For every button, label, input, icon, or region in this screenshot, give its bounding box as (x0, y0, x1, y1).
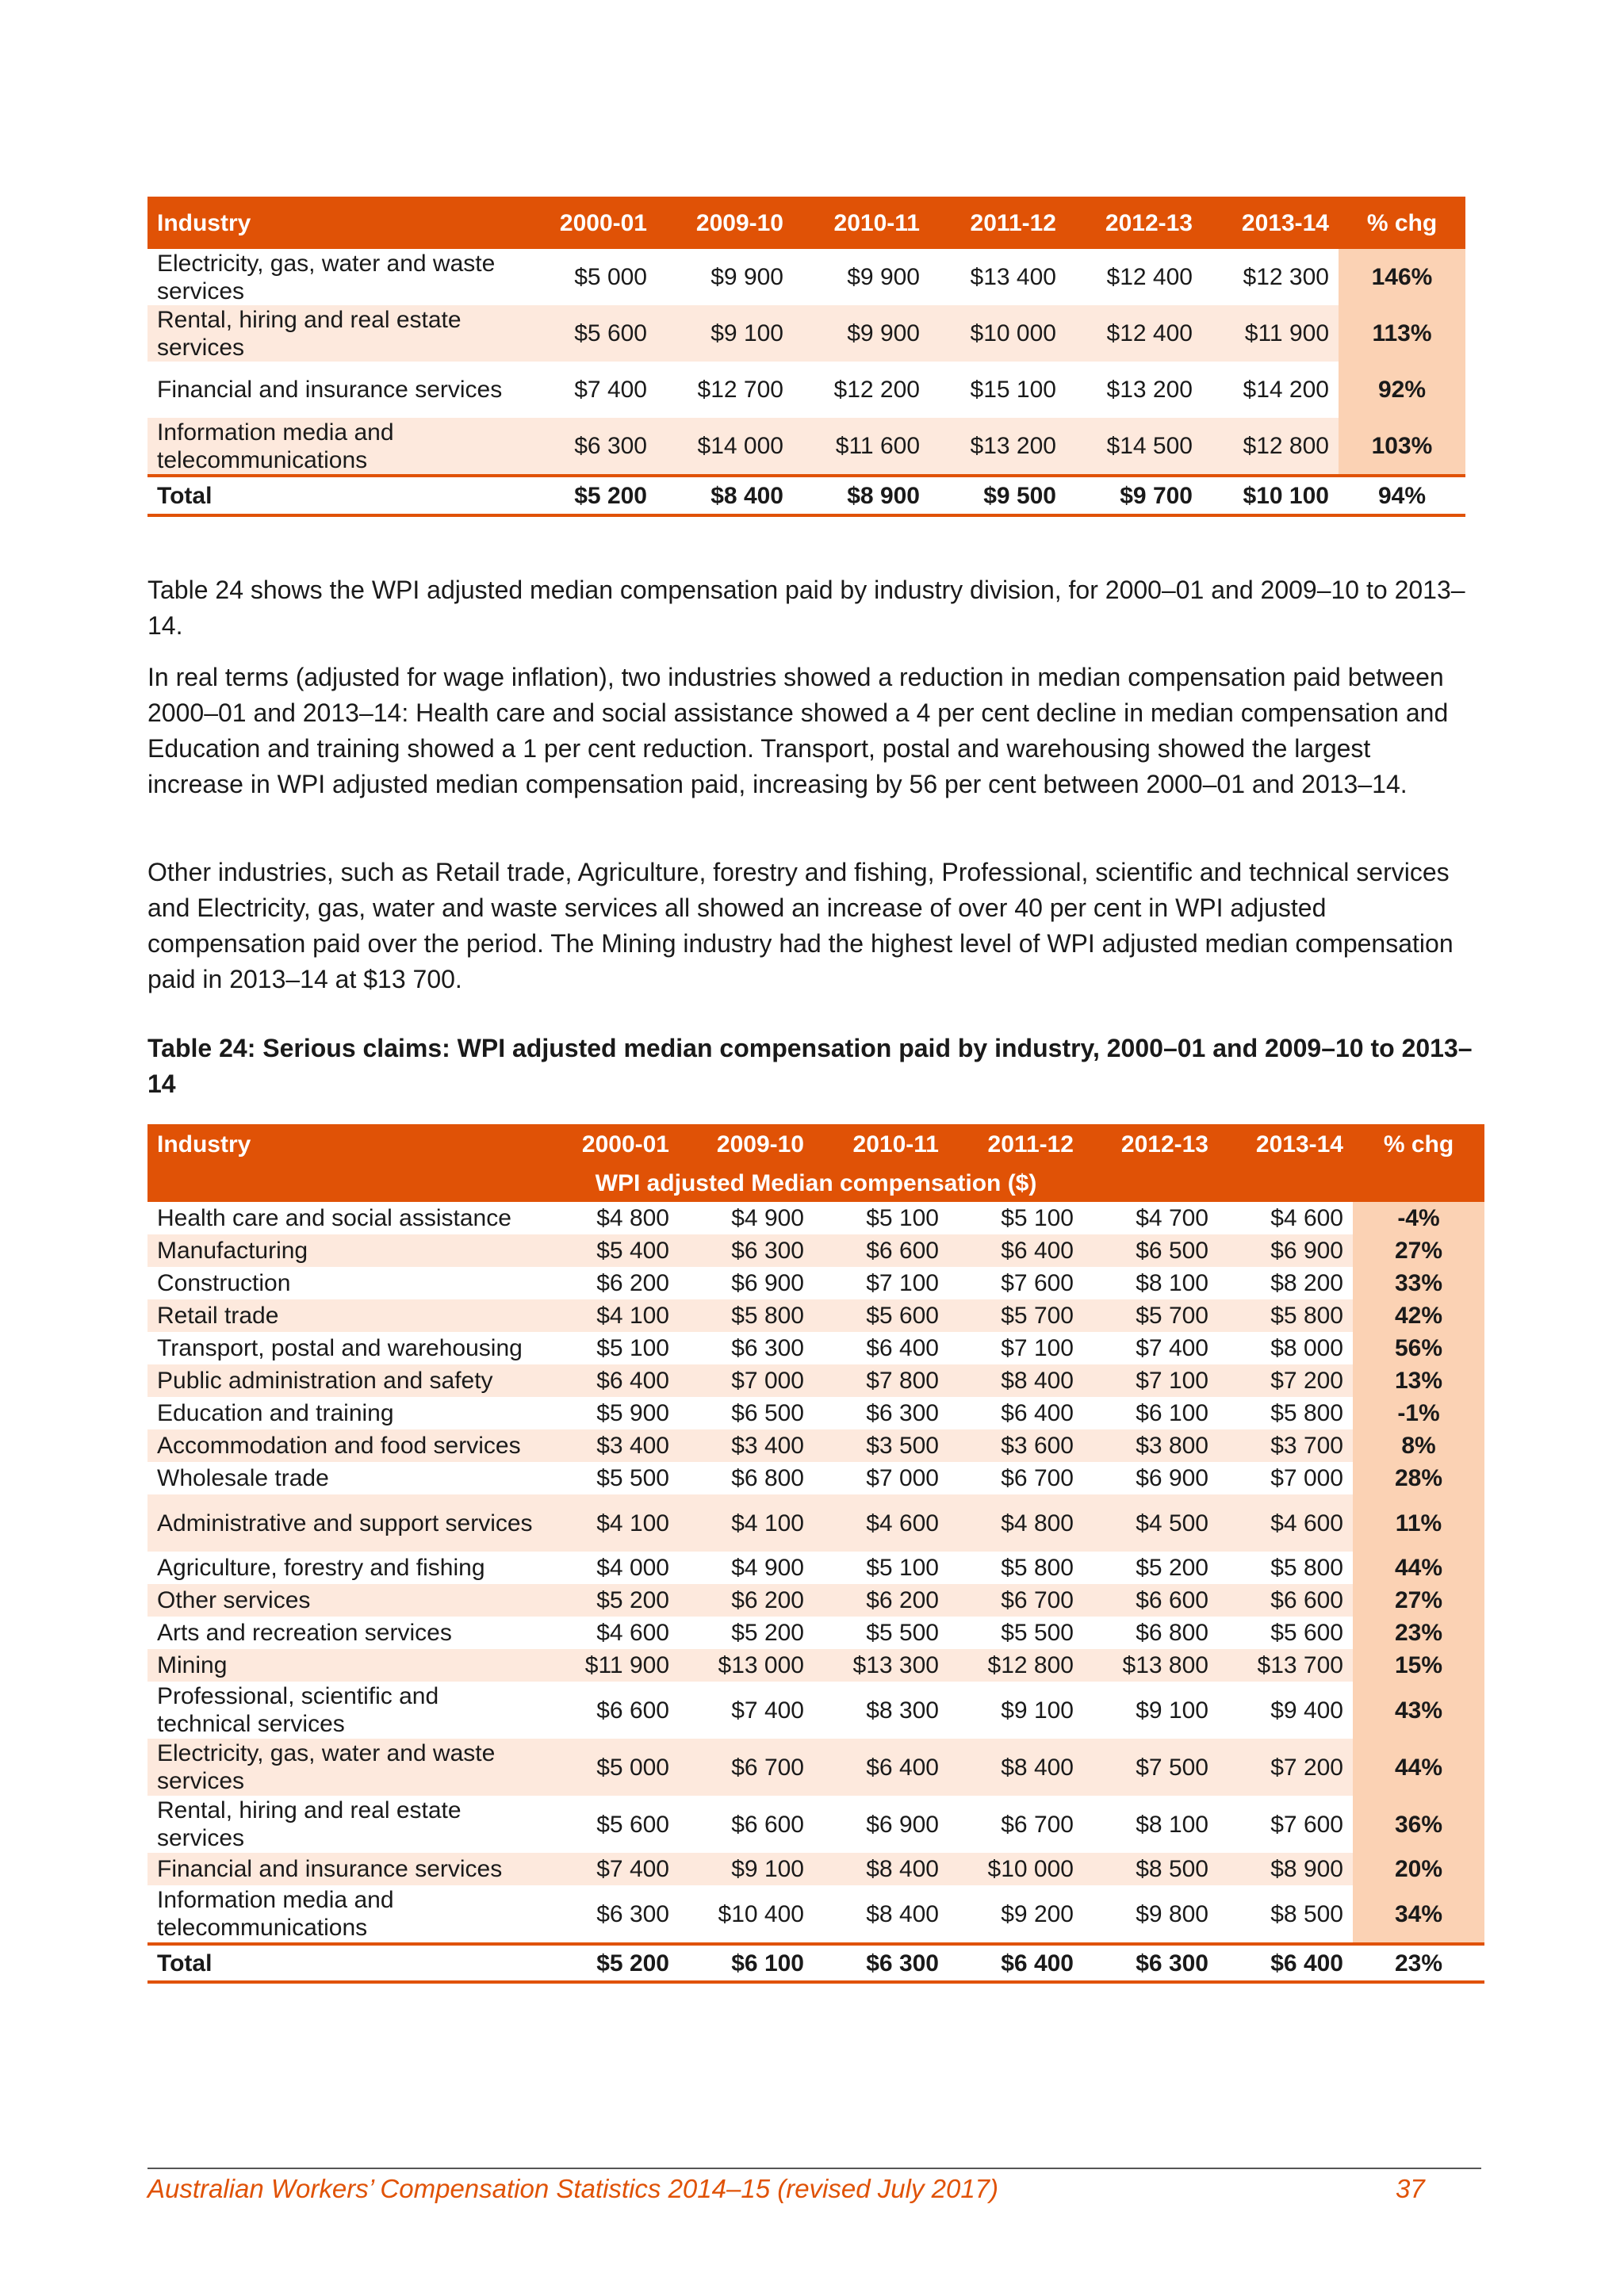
column-header: 2012-13 (1083, 1124, 1218, 1164)
value-cell: $7 600 (1001, 1270, 1074, 1296)
value-cell: $6 400 (866, 1335, 939, 1361)
column-header: 2010-11 (814, 1124, 948, 1164)
table-row (147, 1739, 1484, 1796)
table-row (147, 1267, 1484, 1299)
value-cell: $3 600 (948, 1429, 1083, 1462)
industry-cell: Electricity, gas, water and waste services (147, 1739, 544, 1796)
value-cell: $9 900 (793, 305, 929, 362)
table-row (147, 1364, 1484, 1397)
industry-cell: Manufacturing (147, 1234, 544, 1267)
value-cell: $6 900 (731, 1270, 804, 1296)
value-cell: $6 200 (814, 1584, 948, 1617)
total-value-cell: $9 700 (1066, 476, 1202, 515)
value-cell: $6 400 (1001, 1400, 1074, 1426)
value-cell: $3 500 (814, 1429, 948, 1462)
change-cell: 36% (1353, 1796, 1484, 1853)
industry-cell: Other services (147, 1584, 544, 1617)
value-cell: $5 100 (1001, 1205, 1074, 1231)
value-cell: $10 400 (718, 1900, 804, 1927)
value-cell: $4 600 (1218, 1494, 1353, 1552)
table-row (147, 1617, 1484, 1649)
change-cell: 34% (1353, 1885, 1484, 1944)
table-row (147, 1885, 1484, 1944)
value-cell: $9 100 (1001, 1697, 1074, 1724)
value-cell: $6 600 (731, 1811, 804, 1838)
change-cell: 27% (1353, 1584, 1484, 1617)
value-cell: $5 000 (574, 264, 647, 290)
total-value-cell: $6 400 (948, 1944, 1083, 1982)
value-cell: $6 200 (596, 1270, 669, 1296)
industry-cell: Education and training (157, 1400, 394, 1426)
table-row (147, 1299, 1484, 1332)
value-cell: $11 600 (793, 418, 929, 476)
value-cell: $6 300 (596, 1900, 669, 1927)
paragraph: In real terms (adjusted for wage inflation), two industries showed a reduction in median compensation paid between 2000–01 and 2013–14: Health care and social assistance showed a 4 per cent decline in median compensation and Education and training showed a 1 per cent reduction. Transport, postal and warehousing showed the largest increase in WPI adjusted median compensation paid, increasing by 56 per cent between 2000–01 and 2013–14. (147, 663, 1449, 798)
value-cell: $4 700 (1136, 1205, 1208, 1231)
value-cell: $11 900 (1202, 305, 1339, 362)
value-cell: $7 000 (679, 1364, 814, 1397)
value-cell: $5 700 (948, 1299, 1083, 1332)
value-cell: $5 200 (1136, 1555, 1208, 1581)
table-subheader: WPI adjusted Median compensation ($) (147, 1164, 1484, 1202)
value-cell: $3 800 (1083, 1429, 1218, 1462)
value-cell: $12 400 (1106, 264, 1193, 290)
value-cell: $5 600 (1270, 1620, 1343, 1646)
value-cell: $7 400 (731, 1697, 804, 1724)
value-cell: $14 500 (1066, 418, 1202, 476)
change-cell: 23% (1353, 1617, 1484, 1649)
value-cell: $6 900 (866, 1811, 939, 1838)
value-cell: $14 000 (657, 418, 793, 476)
change-cell: 8% (1353, 1429, 1484, 1462)
total-value-cell: $6 100 (679, 1944, 814, 1982)
column-header: 2000-01 (520, 197, 657, 249)
column-header: 2000-01 (544, 1124, 679, 1164)
value-cell: $4 600 (596, 1620, 669, 1646)
change-cell: 43% (1353, 1682, 1484, 1739)
value-cell: $9 400 (1270, 1697, 1343, 1724)
value-cell: $8 100 (1136, 1811, 1208, 1838)
industry-cell: Rental, hiring and real estate services (147, 305, 520, 362)
change-cell: 20% (1353, 1853, 1484, 1885)
value-cell: $6 300 (520, 418, 657, 476)
value-cell: $12 200 (833, 377, 920, 403)
value-cell: $12 700 (697, 377, 783, 403)
value-cell: $4 900 (731, 1555, 804, 1581)
change-cell: 146% (1339, 249, 1465, 305)
industry-cell: Accommodation and food services (147, 1429, 544, 1462)
column-header: Industry (147, 197, 520, 249)
value-cell: $6 600 (1218, 1584, 1353, 1617)
total-label: Total (147, 476, 520, 515)
change-cell: 42% (1353, 1299, 1484, 1332)
value-cell: $7 100 (866, 1270, 939, 1296)
column-header: 2009-10 (679, 1124, 814, 1164)
value-cell: $5 800 (1218, 1299, 1353, 1332)
paragraph: Other industries, such as Retail trade, Agriculture, forestry and fishing, Professional, scientific and technical services and Electricity, gas, water and waste services all showed an increase of over 40 per cent in WPI adjusted compensation paid over the period. The Mining industry had the highest level of WPI adjusted median compensation paid in 2013–14 at $13 700. (147, 858, 1454, 993)
value-cell: $7 800 (814, 1364, 948, 1397)
value-cell: $4 500 (1083, 1494, 1218, 1552)
table-header-row (147, 197, 1465, 249)
value-cell: $6 700 (1001, 1465, 1074, 1491)
value-cell: $6 100 (1136, 1400, 1208, 1426)
table-row (147, 1552, 1484, 1584)
value-cell: $6 500 (1083, 1234, 1218, 1267)
value-cell: $6 600 (596, 1697, 669, 1724)
value-cell: $6 900 (1136, 1465, 1208, 1491)
value-cell: $6 200 (679, 1584, 814, 1617)
table-subheader-row (147, 1164, 1484, 1202)
value-cell: $6 800 (731, 1465, 804, 1491)
column-header: % chg (1353, 1124, 1484, 1164)
value-cell: $5 200 (544, 1584, 679, 1617)
value-cell: $13 000 (679, 1649, 814, 1682)
value-cell: $6 600 (1083, 1584, 1218, 1617)
total-value-cell: $6 400 (1218, 1944, 1353, 1982)
table-row (147, 1462, 1484, 1494)
table-row (147, 1429, 1484, 1462)
column-header: 2013-14 (1202, 197, 1339, 249)
change-cell: 11% (1353, 1494, 1484, 1552)
change-cell: 28% (1353, 1462, 1484, 1494)
value-cell: $4 000 (596, 1555, 669, 1581)
change-cell: 56% (1353, 1332, 1484, 1364)
value-cell: $5 400 (544, 1234, 679, 1267)
value-cell: $9 900 (710, 264, 783, 290)
value-cell: $8 500 (1083, 1853, 1218, 1885)
value-cell: $7 400 (1136, 1335, 1208, 1361)
value-cell: $6 300 (866, 1400, 939, 1426)
table-24 (147, 1124, 1484, 1984)
change-cell: 113% (1339, 305, 1465, 362)
value-cell: $7 000 (866, 1465, 939, 1491)
value-cell: $10 000 (948, 1853, 1083, 1885)
value-cell: $3 400 (679, 1429, 814, 1462)
footer-title: Australian Workers’ Compensation Statistics 2014–15 (revised July 2017) (147, 2174, 999, 2203)
table-row (147, 1682, 1484, 1739)
table-row (147, 362, 1465, 418)
table-row (147, 1202, 1484, 1234)
value-cell: $5 500 (596, 1465, 669, 1491)
value-cell: $5 600 (596, 1811, 669, 1838)
value-cell: $3 700 (1218, 1429, 1353, 1462)
value-cell: $9 900 (847, 264, 920, 290)
total-value-cell: $6 300 (814, 1944, 948, 1982)
table-row (147, 1584, 1484, 1617)
value-cell: $15 100 (970, 377, 1056, 403)
value-cell: $6 500 (731, 1400, 804, 1426)
value-cell: $5 800 (679, 1299, 814, 1332)
industry-cell: Agriculture, forestry and fishing (157, 1555, 485, 1581)
value-cell: $5 600 (814, 1299, 948, 1332)
column-header: 2012-13 (1066, 197, 1202, 249)
total-change-cell: 94% (1339, 476, 1465, 515)
table-row (147, 1494, 1484, 1552)
value-cell: $5 000 (544, 1739, 679, 1796)
value-cell: $7 600 (1270, 1811, 1343, 1838)
total-value-cell: $5 200 (544, 1944, 679, 1982)
change-cell: -4% (1353, 1202, 1484, 1234)
value-cell: $8 500 (1270, 1900, 1343, 1927)
change-cell: 44% (1353, 1552, 1484, 1584)
table-row (147, 249, 1465, 305)
value-cell: $12 800 (948, 1649, 1083, 1682)
table-top (147, 197, 1465, 517)
value-cell: $3 400 (544, 1429, 679, 1462)
value-cell: $9 100 (1136, 1697, 1208, 1724)
value-cell: $13 200 (1106, 377, 1193, 403)
value-cell: $5 200 (731, 1620, 804, 1646)
industry-cell: Financial and insurance services (157, 377, 503, 403)
total-change-cell: 23% (1353, 1944, 1484, 1982)
table-row (147, 1332, 1484, 1364)
value-cell: $6 300 (731, 1335, 804, 1361)
total-value-cell: $8 400 (657, 476, 793, 515)
value-cell: $6 700 (1001, 1811, 1074, 1838)
value-cell: $8 400 (948, 1364, 1083, 1397)
value-cell: $4 800 (948, 1494, 1083, 1552)
value-cell: $12 300 (1243, 264, 1329, 290)
industry-cell: Arts and recreation services (157, 1620, 452, 1646)
page-number: 37 (1396, 2174, 1425, 2203)
value-cell: $7 500 (1083, 1739, 1218, 1796)
table-row (147, 1649, 1484, 1682)
value-cell: $14 200 (1243, 377, 1329, 403)
value-cell: $9 200 (1001, 1900, 1074, 1927)
industry-cell: Retail trade (147, 1299, 544, 1332)
total-value-cell: $6 300 (1083, 1944, 1218, 1982)
value-cell: $4 900 (731, 1205, 804, 1231)
value-cell: $11 900 (544, 1649, 679, 1682)
value-cell: $6 400 (544, 1364, 679, 1397)
industry-cell: Rental, hiring and real estate services (157, 1797, 462, 1851)
industry-cell: Financial and insurance services (147, 1853, 544, 1885)
change-cell: 92% (1339, 362, 1465, 418)
column-header: 2011-12 (929, 197, 1066, 249)
total-value-cell: $5 200 (520, 476, 657, 515)
change-cell: 33% (1353, 1267, 1484, 1299)
value-cell: $13 700 (1218, 1649, 1353, 1682)
value-cell: $4 600 (1270, 1205, 1343, 1231)
value-cell: $13 400 (970, 264, 1056, 290)
value-cell: $4 600 (814, 1494, 948, 1552)
industry-cell: Construction (157, 1270, 291, 1296)
change-cell: 103% (1339, 418, 1465, 476)
industry-cell: Information media and telecommunications (157, 1887, 394, 1941)
industry-cell: Health care and social assistance (157, 1205, 511, 1231)
value-cell: $6 400 (814, 1739, 948, 1796)
table-row (147, 1796, 1484, 1853)
value-cell: $5 100 (596, 1335, 669, 1361)
industry-cell: Administrative and support services (147, 1494, 544, 1552)
value-cell: $4 800 (596, 1205, 669, 1231)
total-value-cell: $10 100 (1202, 476, 1339, 515)
value-cell: $4 100 (544, 1494, 679, 1552)
value-cell: $7 000 (1270, 1465, 1343, 1491)
value-cell: $5 100 (866, 1205, 939, 1231)
value-cell: $8 400 (814, 1853, 948, 1885)
value-cell: $5 100 (866, 1555, 939, 1581)
change-cell: 27% (1353, 1234, 1484, 1267)
change-cell: -1% (1353, 1397, 1484, 1429)
value-cell: $7 100 (1001, 1335, 1074, 1361)
value-cell: $5 700 (1083, 1299, 1218, 1332)
value-cell: $6 600 (814, 1234, 948, 1267)
industry-cell: Information media and telecommunications (147, 418, 520, 476)
industry-cell: Professional, scientific and technical services (157, 1683, 439, 1737)
industry-cell: Public administration and safety (147, 1364, 544, 1397)
column-header: % chg (1339, 197, 1465, 249)
value-cell: $8 900 (1218, 1853, 1353, 1885)
value-cell: $12 800 (1202, 418, 1339, 476)
column-header: 2010-11 (793, 197, 929, 249)
value-cell: $7 200 (1218, 1364, 1353, 1397)
value-cell: $8 000 (1270, 1335, 1343, 1361)
footer-rule (147, 2168, 1481, 2169)
value-cell: $4 100 (679, 1494, 814, 1552)
value-cell: $4 100 (544, 1299, 679, 1332)
value-cell: $9 100 (657, 305, 793, 362)
table-caption: Table 24: Serious claims: WPI adjusted median compensation paid by industry, 2000–01 and 2009–10 to 2013–14 (147, 1034, 1473, 1098)
value-cell: $5 600 (520, 305, 657, 362)
value-cell: $9 100 (679, 1853, 814, 1885)
value-cell: $13 800 (1083, 1649, 1218, 1682)
column-header: 2013-14 (1218, 1124, 1353, 1164)
table-header-row (147, 1124, 1484, 1164)
table-row (147, 1397, 1484, 1429)
paragraph: Table 24 shows the WPI adjusted median compensation paid by industry division, for 2000–01 and 2009–10 to 2013–14. (147, 576, 1465, 640)
value-cell: $5 900 (596, 1400, 669, 1426)
value-cell: $8 300 (866, 1697, 939, 1724)
value-cell: $6 300 (679, 1234, 814, 1267)
value-cell: $7 200 (1218, 1739, 1353, 1796)
value-cell: $13 300 (814, 1649, 948, 1682)
column-header: 2011-12 (948, 1124, 1083, 1164)
value-cell: $8 200 (1270, 1270, 1343, 1296)
change-cell: 13% (1353, 1364, 1484, 1397)
value-cell: $8 400 (948, 1739, 1083, 1796)
total-label: Total (147, 1944, 544, 1982)
industry-cell: Electricity, gas, water and waste services (157, 250, 496, 304)
table-row (147, 1234, 1484, 1267)
value-cell: $8 100 (1136, 1270, 1208, 1296)
value-cell: $7 400 (574, 377, 647, 403)
change-cell: 44% (1353, 1739, 1484, 1796)
value-cell: $5 800 (1270, 1555, 1343, 1581)
table-row (147, 1853, 1484, 1885)
column-header: Industry (147, 1124, 544, 1164)
column-header: 2009-10 (657, 197, 793, 249)
value-cell: $10 000 (929, 305, 1066, 362)
value-cell: $6 900 (1218, 1234, 1353, 1267)
total-row (147, 1944, 1484, 1982)
industry-cell: Wholesale trade (157, 1465, 329, 1491)
value-cell: $5 800 (1270, 1400, 1343, 1426)
total-value-cell: $8 900 (793, 476, 929, 515)
value-cell: $5 500 (866, 1620, 939, 1646)
value-cell: $6 700 (679, 1739, 814, 1796)
value-cell: $8 400 (866, 1900, 939, 1927)
value-cell: $5 500 (1001, 1620, 1074, 1646)
table-row (147, 305, 1465, 362)
value-cell: $9 800 (1136, 1900, 1208, 1927)
change-cell: 15% (1353, 1649, 1484, 1682)
value-cell: $7 100 (1083, 1364, 1218, 1397)
total-value-cell: $9 500 (929, 476, 1066, 515)
value-cell: $12 400 (1066, 305, 1202, 362)
value-cell: $6 400 (948, 1234, 1083, 1267)
total-row (147, 476, 1465, 515)
industry-cell: Transport, postal and warehousing (157, 1335, 523, 1361)
industry-cell: Mining (147, 1649, 544, 1682)
value-cell: $7 400 (544, 1853, 679, 1885)
value-cell: $13 200 (929, 418, 1066, 476)
value-cell: $6 800 (1136, 1620, 1208, 1646)
value-cell: $6 700 (948, 1584, 1083, 1617)
value-cell: $5 800 (1001, 1555, 1074, 1581)
table-row (147, 418, 1465, 476)
